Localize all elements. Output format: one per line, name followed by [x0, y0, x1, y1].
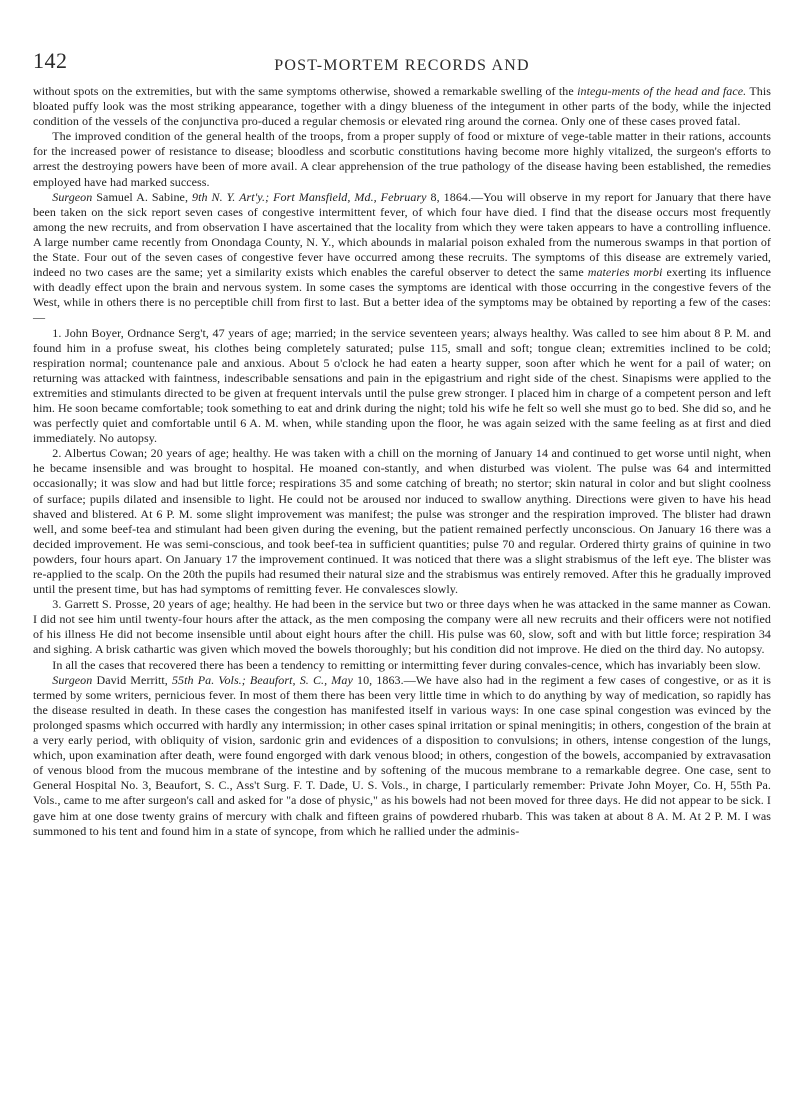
paragraph — [33, 673, 771, 839]
text-run: Samuel A. Sabine, — [92, 189, 192, 204]
italic-text: materies morbi — [587, 265, 663, 280]
text-run: This bloated puffy look was the most striking appearance, together with a dingy blueness of the integument in other parts of the body, while the injected condition of the vessels of the conjunctiva pro-duced a regular chemosis or elevated ring around the cornea. Only one of these cases proved fatal. — [33, 84, 772, 129]
running-title: POST-MORTEM RECORDS AND — [274, 57, 530, 74]
text-run: 10, 1863.—We have also had in the regiment a few cases of congestive, or as it is termed by some writers, pernicious fever. In most of them there has been very little time in which to do anything by way of medication, so rapidly has the disease resulted in death. In these cases the congestion has manifested itself in various ways: In one case spinal congestion was evinced by the prolonged spasms which occurred with hardly any intermission; in other cases spinal irritation or spinal meningitis; in others, congestion of the brain at a very early period, with obliquity of vision, sardonic grin and evidences of a disposition to convulsions; in others, intense congestion of the lungs, which, upon examination after death, were found engorged with dark venous blood; in others, congestion of the bowels, accompanied by extravasation of venous blood from the mucous membrane of the intestine and by softening of the mucous membrane to a remarkable degree. One case, sent to General Hospital No. 3, Beaufort, S. C., Ass't Surg. F. T. Dade, U. S. Vols., in charge, I particularly remember: Private John Moyer, Co. H, 55th Pa. Vols., came to me after surgeon's call and asked for "a dose of physic," as his bowels had not been moved for three days. He did not appear to be sick. I gave him at one dose twenty grains of mercury with chalk and fifteen grains of powdered rhubarb. This was taken at about 8 A. M. At 2 P. M. I was summoned to his tent and found him in a state of syncope, from which he rallied under the adminis- — [33, 672, 771, 838]
paragraph — [33, 597, 771, 657]
text-run: exerting its influence with deadly effect upon the brain and nervous system. In some cases the symptoms are identical with those occurring in the congestive fevers of the West, while in others there is no perceptible chill from first to last. But a better idea of the symptoms may be obtained by reporting a few of the cases:— — [33, 265, 771, 325]
italic-text: 9th N. Y. Art'y.; Fort Mansfield, Md., February — [192, 189, 427, 204]
paragraph — [33, 190, 771, 326]
italic-text: integu-ments of the head and face. — [577, 84, 747, 98]
paragraph — [33, 446, 771, 597]
text-run: 2. Albertus Cowan; 20 years of age; healthy. He was taken with a chill on the morning of January 14 and continued to get worse until night, when he became insensible and was brought to hospital. He moaned con-stantly, and when disturbed was violent. The pulse was 64 and intermitted occasionally; it was slow and had but little force; respirations 35 and some catching of breath; no stertor; skin natural in color and but slight coolness of surface; pupils dilated and insensible to light. He could not be aroused nor induced to swallow anything. Directions were given to have his head shaved and blistered. At 6 P. M. some slight improvement was manifest; the pulse was stronger and the respiration improved. The blister had drawn well, and some beef-tea and stimulant had been given during the evening, but the patient remained perfectly unconscious. On January 16 there was a decided improvement. He was semi-conscious, and took beef-tea in sufficient quantities; pulse 70 and regular. Ordered thirty grains of quinine in two powders, four hours apart. On January 17 the improvement continued. It was noticed that there was a slight strabismus of the left eye. The blister was re-applied to the scalp. On the 20th the pupils had resumed their natural size and the strabismus was entirely removed. After this he gradually improved until the present time, but has had symptoms of remitting fever. He convalesces slowly. — [33, 446, 771, 597]
paragraph — [33, 658, 771, 673]
text-run: David Merritt, — [92, 672, 172, 687]
text-run: 3. Garrett S. Prosse, 20 years of age; healthy. He had been in the service but two or three days when he was attacked in the same manner as Cowan. I did not see him until twenty-four hours after the attack, as the men composing the company were all new recruits and their officers were not notified of his illness He did not become insensible until about eight hours after the chill. His pulse was 60, slow, soft and with but little force; respiration 34 and sighing. A brisk cathartic was given which moved the bowels thoroughly; but his condition did not improve. He died on the third day. No autopsy. — [33, 597, 771, 657]
text-run: 1. John Boyer, Ordnance Serg't, 47 years of age; married; in the service seventeen years; always healthy. Was called to see him about 8 P. M. and found him in a profuse sweat, his clothes being completely saturated; pulse 115, small and soft; tongue clean; extremities inclined to be cold; respiration normal; countenance pale and anxious. About 5 o'clock he had eaten a hearty supper, soon after which he went for a pail of water; on returning was attacked with faintness, indescribable sensations and pain in the epigastrium and right side of the chest. Sinapisms were applied to the extremities and stimulants directed to be given at frequent intervals until the pulse grew stronger. I placed him in charge of a competent person and left him. He soon became comfortable; took something to eat and drink during the night; told his wife he felt so well she must go to bed. She did so, and he was perfectly quiet and comfortable until 6 A. M. when, while standing upon the floor, he was again seized with the same feeling as at first and died immediately. No autopsy. — [33, 325, 771, 446]
italic-text: Surgeon — [52, 189, 93, 204]
page-number: 142 — [33, 48, 68, 73]
book-page — [33, 0, 772, 838]
text-run: without spots on the extremities, but with the same symptoms otherwise, showed a remarkable swelling of the — [33, 84, 578, 98]
paragraph — [33, 84, 771, 129]
text-run: The improved condition of the general health of the troops, from a proper supply of food or mixture of vege-table matter in their rations, accounts for the increased power of resistance to disease; bloodless and scorbutic constitutions having become more highly vitalized, the surgeon's efforts to arrest the destroying powers have been of more avail. A clear apprehension of the true pathology of the disease having been established, the remedies employed have had marked success. — [33, 129, 771, 189]
text-run: In all the cases that recovered there has been a tendency to remitting or intermitting fever during convales-cence, which has invariably been slow. — [52, 657, 761, 672]
italic-text: Surgeon — [52, 672, 93, 687]
paragraph — [33, 326, 771, 447]
text-run: 8, 1864.—You will observe in my report for January that there have been taken on the sick report seven cases of congestive intermittent fever, of which four have died. I find that the disease occurs most frequently among the new recruits, and from observation I have ascertained that the locality from which they were taken appears to have a controlling influence. A large number came recently from Onondaga County, N. Y., which abounds in malarial poison exhaled from the numerous swamps in that portion of the State. Four out of the seven cases of congestive fever have occurred among these recruits. The symptoms of this disease are extremely varied, indeed no two cases are the same; yet a similarity exists which enables the careful observer to detect the same — [33, 189, 771, 280]
italic-text: 55th Pa. Vols.; Beaufort, S. C., May — [171, 672, 353, 687]
paragraph — [33, 129, 771, 189]
body-text — [33, 84, 771, 839]
running-head — [33, 0, 771, 74]
